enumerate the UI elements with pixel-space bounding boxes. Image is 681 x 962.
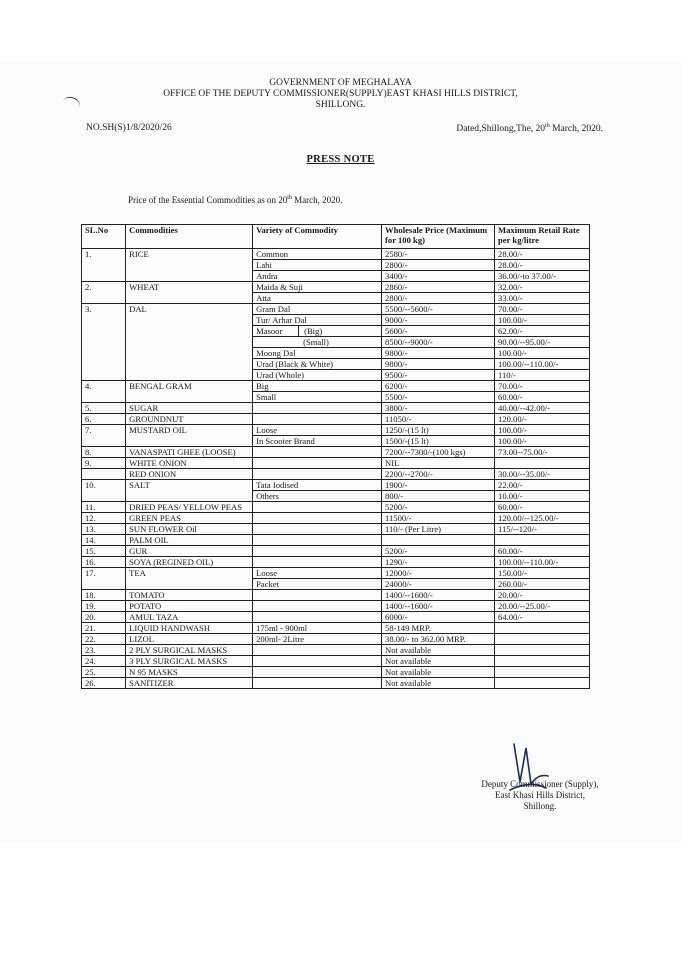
letterhead	[0, 78, 681, 111]
signatory-line-1: Deputy Commissioner (Supply),	[481, 779, 599, 789]
header-sl: SL.No	[82, 225, 126, 249]
cell-variety: Atta	[253, 293, 382, 304]
table-row	[82, 557, 590, 568]
cell-mrp: 28.00/-	[495, 249, 590, 260]
date-sup: th	[545, 123, 550, 129]
cell-wholesale: 5200/-	[382, 502, 495, 513]
cell-commodity: LIZOL	[126, 634, 253, 645]
signatory-block	[470, 779, 610, 812]
table-row	[82, 678, 590, 689]
cell-mrp: 22.00/-	[495, 480, 590, 491]
cell-commodity: GROUNDNUT	[126, 414, 253, 425]
variety-sub: (Big)	[298, 326, 322, 336]
cell-sl: 8.	[82, 447, 126, 458]
cell-variety	[253, 612, 382, 623]
cell-wholesale	[382, 535, 495, 546]
cell-sl: 24.	[82, 656, 126, 667]
cell-wholesale: 9000/-	[382, 315, 495, 326]
cell-sl: 20.	[82, 612, 126, 623]
cell-wholesale: 1900/-	[382, 480, 495, 491]
cell-sl: 1.	[82, 249, 126, 282]
cell-wholesale: 1500/-(15 lt)	[382, 436, 495, 447]
cell-mrp: 64.00/-	[495, 612, 590, 623]
cell-wholesale: 1400/--1600/-	[382, 601, 495, 612]
cell-sl: 3.	[82, 304, 126, 381]
table-row	[82, 480, 590, 491]
cell-sl: 14.	[82, 535, 126, 546]
cell-variety: Packet	[253, 579, 382, 590]
cell-mrp: 100.00/-	[495, 436, 590, 447]
cell-wholesale: Not available	[382, 645, 495, 656]
cell-commodity: SALT	[126, 480, 253, 502]
cell-variety: Lahi	[253, 260, 382, 271]
cell-wholesale: 11500/-	[382, 513, 495, 524]
signatory-line-2: East Khasi Hills District,	[495, 790, 585, 800]
cell-mrp: 10.00/-	[495, 491, 590, 502]
cell-commodity: SUGAR	[126, 403, 253, 414]
cell-wholesale: 8500/--9000/-	[382, 337, 495, 348]
table-row	[82, 249, 590, 260]
cell-sl	[82, 469, 126, 480]
cell-sl: 7.	[82, 425, 126, 447]
cell-commodity: POTATO	[126, 601, 253, 612]
cell-commodity: DAL	[126, 304, 253, 381]
cell-wholesale: 3400/-	[382, 271, 495, 282]
cell-wholesale: 6000/-	[382, 612, 495, 623]
cell-mrp: 33.00/-	[495, 293, 590, 304]
cell-wholesale: 110/- (Per Litre)	[382, 524, 495, 535]
date-prefix: Dated,Shillong,The, 20	[456, 124, 546, 135]
cell-variety: Gram Dal	[253, 304, 382, 315]
cell-mrp: 60.00/-	[495, 546, 590, 557]
header-commodity: Commodities	[126, 225, 253, 249]
cell-commodity: MUSTARD OIL	[126, 425, 253, 447]
table-row	[82, 502, 590, 513]
cell-commodity: WHEAT	[126, 282, 253, 304]
cell-wholesale: 11050/-	[382, 414, 495, 425]
cell-variety: Maida & Suji	[253, 282, 382, 293]
cell-variety: Andra	[253, 271, 382, 282]
cell-variety	[253, 667, 382, 678]
cell-sl: 18.	[82, 590, 126, 601]
cell-sl: 4.	[82, 381, 126, 403]
variety-sub: (Small)	[303, 337, 329, 347]
cell-sl: 2.	[82, 282, 126, 304]
cell-sl: 17.	[82, 568, 126, 590]
cell-variety: Big	[253, 381, 382, 392]
cell-sl: 16.	[82, 557, 126, 568]
cell-mrp: 260.00/-	[495, 579, 590, 590]
table-row	[82, 458, 590, 469]
cell-wholesale: 12000/-	[382, 568, 495, 579]
table-row	[82, 524, 590, 535]
intro-prefix: Price of the Essential Commodities as on 20	[128, 195, 288, 205]
cell-variety	[253, 326, 382, 337]
variety-main: Masoor	[256, 326, 283, 336]
table-row	[82, 645, 590, 656]
cell-variety: Loose	[253, 568, 382, 579]
cell-mrp	[495, 678, 590, 689]
cell-sl: 10.	[82, 480, 126, 502]
cell-mrp	[495, 667, 590, 678]
cell-variety	[253, 414, 382, 425]
cell-wholesale: 6200/-	[382, 381, 495, 392]
cell-commodity: PALM OIL	[126, 535, 253, 546]
cell-wholesale: 1290/-	[382, 557, 495, 568]
cell-wholesale: Not available	[382, 667, 495, 678]
cell-mrp: 32.00/-	[495, 282, 590, 293]
cell-variety: 200ml- 2Litre	[253, 634, 382, 645]
cell-variety	[253, 469, 382, 480]
signatory-line-3: Shillong.	[523, 801, 557, 811]
cell-commodity: N 95 MASKS	[126, 667, 253, 678]
cell-mrp: 90.00/--95.00/-	[495, 337, 590, 348]
cell-sl: 15.	[82, 546, 126, 557]
cell-commodity: DRIED PEAS/ YELLOW PEAS	[126, 502, 253, 513]
table-row	[82, 634, 590, 645]
cell-variety	[253, 590, 382, 601]
cell-variety	[253, 645, 382, 656]
cell-mrp	[495, 535, 590, 546]
cell-sl: 6.	[82, 414, 126, 425]
intro-suffix: March, 2020.	[291, 195, 343, 205]
letterhead-line-3: SHILLONG.	[315, 100, 366, 110]
table-row	[82, 590, 590, 601]
cell-mrp: 28.00/-	[495, 260, 590, 271]
price-table	[81, 224, 590, 689]
cell-mrp: 73.00--75.00/-	[495, 447, 590, 458]
table-row	[82, 667, 590, 678]
cell-wholesale: 58-149 MRP.	[382, 623, 495, 634]
table-row	[82, 623, 590, 634]
table-row	[82, 656, 590, 667]
cell-mrp: 70.00/-	[495, 381, 590, 392]
reference-number: NO.SH(S)1/8/2020/26	[86, 123, 172, 133]
cell-mrp: 62.00/-	[495, 326, 590, 337]
cell-mrp: 115/--120/-	[495, 524, 590, 535]
cell-mrp: 60.00/-	[495, 502, 590, 513]
cell-wholesale: 7200/--7300/-(100 kgs)	[382, 447, 495, 458]
cell-mrp: 30.00/--35.00/-	[495, 469, 590, 480]
cell-wholesale: 9800/-	[382, 359, 495, 370]
table-row	[82, 535, 590, 546]
cell-commodity: BENGAL GRAM	[126, 381, 253, 403]
cell-wholesale: 2860/-	[382, 282, 495, 293]
table-row	[82, 513, 590, 524]
cell-mrp: 110/-	[495, 370, 590, 381]
header-variety: Variety of Commodity	[253, 225, 382, 249]
cell-wholesale: 9800/-	[382, 348, 495, 359]
cell-mrp: 100.00/-	[495, 315, 590, 326]
cell-sl: 13.	[82, 524, 126, 535]
cell-variety	[253, 524, 382, 535]
table-row	[82, 282, 590, 293]
cell-wholesale: 2800/-	[382, 260, 495, 271]
cell-wholesale: 1400/--1600/-	[382, 590, 495, 601]
cell-variety: Loose	[253, 425, 382, 436]
cell-variety: Tata Iodised	[253, 480, 382, 491]
cell-variety	[253, 447, 382, 458]
cell-commodity: VANASPATI GHEE (LOOSE)	[126, 447, 253, 458]
cell-wholesale: NIL	[382, 458, 495, 469]
cell-mrp: 100.00/--110.00/-	[495, 557, 590, 568]
cell-commodity: 2 PLY SURGICAL MASKS	[126, 645, 253, 656]
cell-sl: 12.	[82, 513, 126, 524]
header-wholesale: Wholesale Price (Maximum for 100 kg)	[382, 225, 495, 249]
cell-variety: Urad (Whole)	[253, 370, 382, 381]
cell-commodity: AMUL TAZA	[126, 612, 253, 623]
cell-wholesale: Not available	[382, 656, 495, 667]
cell-variety	[253, 337, 382, 348]
cell-wholesale: 5200/-	[382, 546, 495, 557]
cell-mrp	[495, 458, 590, 469]
cell-variety: Common	[253, 249, 382, 260]
cell-variety	[253, 557, 382, 568]
table-row	[82, 568, 590, 579]
cell-wholesale: 2580/-	[382, 249, 495, 260]
table-row	[82, 601, 590, 612]
table-body	[82, 249, 590, 689]
cell-wholesale: 9500/-	[382, 370, 495, 381]
cell-wholesale: 2200/--2700/-	[382, 469, 495, 480]
cell-variety: In Scooter Brand	[253, 436, 382, 447]
cell-commodity: RICE	[126, 249, 253, 282]
cell-sl: 9.	[82, 458, 126, 469]
cell-mrp: 70.00/-	[495, 304, 590, 315]
cell-mrp: 40.00/--42.00/-	[495, 403, 590, 414]
cell-commodity: WHITE ONION	[126, 458, 253, 469]
cell-variety	[253, 656, 382, 667]
cell-sl: 22.	[82, 634, 126, 645]
cell-wholesale: Not available	[382, 678, 495, 689]
cell-commodity: SUN FLOWER Oil	[126, 524, 253, 535]
cell-variety	[253, 546, 382, 557]
cell-commodity: GREEN PEAS	[126, 513, 253, 524]
cell-variety	[253, 458, 382, 469]
cell-variety: Tur/ Arhar Dal	[253, 315, 382, 326]
cell-mrp	[495, 656, 590, 667]
letterhead-line-2: OFFICE OF THE DEPUTY COMMISSIONER(SUPPLY)EAST KHASI HILLS DISTRICT,	[163, 89, 518, 99]
cell-mrp: 100.00/-	[495, 348, 590, 359]
cell-mrp: 120.00/--125.00/-	[495, 513, 590, 524]
cell-variety	[253, 601, 382, 612]
cell-mrp	[495, 645, 590, 656]
press-note-title: PRESS NOTE	[306, 154, 375, 165]
cell-sl: 26.	[82, 678, 126, 689]
cell-commodity: 3 PLY SURGICAL MASKS	[126, 656, 253, 667]
cell-mrp: 150.00/-	[495, 568, 590, 579]
table-row	[82, 612, 590, 623]
reference-line	[86, 123, 603, 133]
cell-mrp: 36.00/-to 37.00/-	[495, 271, 590, 282]
cell-wholesale: 5500/--5600/-	[382, 304, 495, 315]
cell-variety: Urad (Black & White)	[253, 359, 382, 370]
cell-wholesale: 800/-	[382, 491, 495, 502]
table-header-row	[82, 225, 590, 249]
table-row	[82, 425, 590, 436]
table-row	[82, 546, 590, 557]
cell-mrp: 100.00/-	[495, 425, 590, 436]
cell-commodity: SANITIZER	[126, 678, 253, 689]
date-line	[456, 123, 603, 134]
cell-wholesale: 24000/-	[382, 579, 495, 590]
cell-variety	[253, 513, 382, 524]
cell-variety: Small	[253, 392, 382, 403]
cell-commodity: RED ONION	[126, 469, 253, 480]
cell-mrp: 20.00/-	[495, 590, 590, 601]
table-row	[82, 414, 590, 425]
table-row	[82, 469, 590, 480]
table-row	[82, 403, 590, 414]
cell-sl: 23.	[82, 645, 126, 656]
cell-commodity: SOYA (REGINED OIL)	[126, 557, 253, 568]
cell-commodity: LIQUID HANDWASH	[126, 623, 253, 634]
table-row	[82, 381, 590, 392]
cell-commodity: TOMATO	[126, 590, 253, 601]
cell-variety: Moong Dal	[253, 348, 382, 359]
cell-wholesale: 3800/-	[382, 403, 495, 414]
cell-mrp: 60.00/-	[495, 392, 590, 403]
table-row	[82, 304, 590, 315]
cell-commodity: GUR	[126, 546, 253, 557]
cell-sl: 21.	[82, 623, 126, 634]
cell-wholesale: 5500/-	[382, 392, 495, 403]
cell-variety: 175ml - 900ml	[253, 623, 382, 634]
cell-wholesale: 2800/-	[382, 293, 495, 304]
cell-sl: 25.	[82, 667, 126, 678]
date-suffix: March, 2020.	[549, 124, 603, 135]
cell-mrp: 20.00/--25.00/-	[495, 601, 590, 612]
table-row	[82, 447, 590, 458]
cell-sl: 5.	[82, 403, 126, 414]
cell-mrp: 120.00/-	[495, 414, 590, 425]
cell-wholesale: 1250/-(15 lt)	[382, 425, 495, 436]
intro-sup: th	[287, 195, 292, 201]
cell-commodity: TEA	[126, 568, 253, 590]
cell-mrp	[495, 634, 590, 645]
cell-variety	[253, 502, 382, 513]
intro-text	[128, 195, 342, 205]
cell-variety	[253, 535, 382, 546]
cell-mrp: 100.00/--110.00/-	[495, 359, 590, 370]
header-mrp: Maximum Retail Rate per kg/litre	[495, 225, 590, 249]
cell-sl: 11.	[82, 502, 126, 513]
letterhead-line-1: GOVERNMENT OF MEGHALAYA	[269, 78, 412, 88]
cell-wholesale: 38.00/- to 362.00 MRP.	[382, 634, 495, 645]
cell-wholesale: 5600/-	[382, 326, 495, 337]
cell-sl: 19.	[82, 601, 126, 612]
cell-variety: Others	[253, 491, 382, 502]
cell-variety	[253, 403, 382, 414]
cell-variety	[253, 678, 382, 689]
cell-mrp	[495, 623, 590, 634]
